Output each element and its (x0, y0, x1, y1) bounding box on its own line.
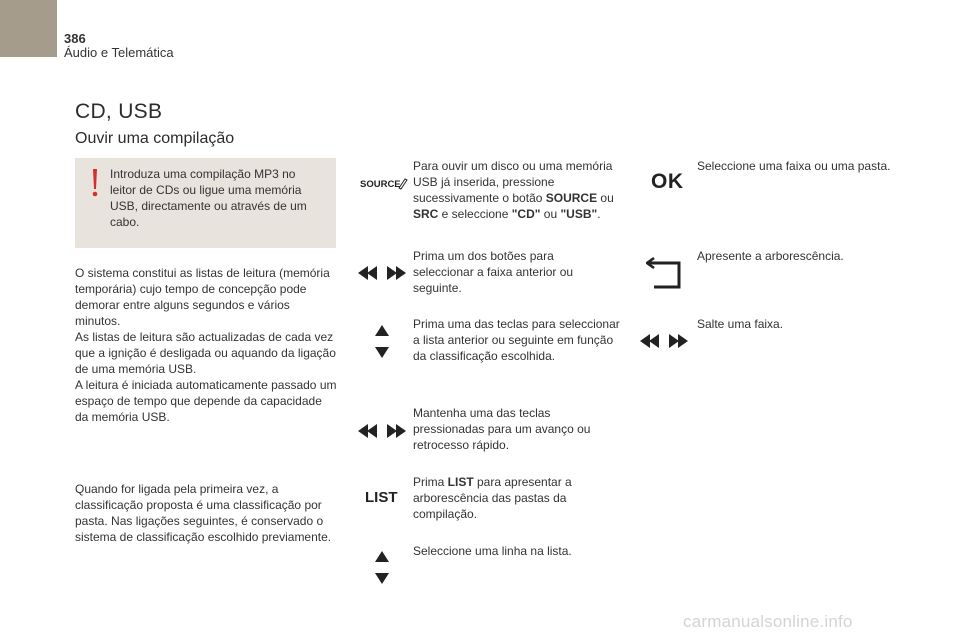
exclamation-icon (88, 167, 102, 199)
footer-watermark: carmanualsonline.info (683, 612, 853, 631)
instruction-show-tree: Apresente a arborescência. (697, 249, 844, 263)
page-number: 386 (64, 31, 86, 46)
instruction-list: Prima LIST para apresentar a arborescência das pastas da compilação. (413, 475, 572, 521)
list-button-icon: LIST (365, 489, 398, 506)
paragraph-playlists: O sistema constitui as listas de leitura (memória temporária) cujo tempo de concepção pode demorar entre alguns segundos e vários minutos. As listas de leitura são actualizadas de cada vez que a ignição é desligada ou aquando da ligação de uma memória USB. A leitura é iniciada automaticamente passado um espaço de tempo que depende da capacidade da memória USB. (75, 266, 337, 424)
instruction-source: Para ouvir um disco ou uma memória USB já inserida, pressione sucessivamente o botão SOURCE ou SRC e seleccione "CD" ou "USB". (413, 159, 614, 221)
up-down-arrows-icon (375, 325, 389, 359)
back-arrow-icon (646, 254, 684, 290)
skip-buttons-icon (358, 265, 406, 281)
warning-text: Introduza uma compilação MP3 no leitor de CDs ou ligue uma memória USB, directamente ou através de um cabo. (110, 167, 307, 229)
source-icon-label: SOURCE (360, 179, 401, 190)
source-button-icon (360, 176, 408, 190)
instruction-fast-forward: Mantenha uma das teclas pressionadas para um avanço ou retrocesso rápido. (413, 406, 591, 452)
skip-buttons-icon (358, 423, 406, 439)
section-title: Áudio e Telemática (64, 45, 174, 60)
instruction-skip-one-track: Salte uma faixa. (697, 317, 784, 331)
skip-buttons-icon (640, 333, 688, 349)
paragraph-classification: Quando for ligada pela primeira vez, a classificação proposta é uma classificação por pasta. Nas ligações seguintes, é conservado o sistema de classificação escolhido previamente. (75, 482, 332, 544)
instruction-skip-track: Prima um dos botões para seleccionar a faixa anterior ou seguinte. (413, 249, 574, 295)
instruction-select-track-folder: Seleccione uma faixa ou uma pasta. (697, 159, 891, 173)
instruction-select-line: Seleccione uma linha na lista. (413, 544, 572, 558)
page-corner-tab (0, 0, 57, 57)
page-title: CD, USB (75, 100, 163, 123)
up-down-arrows-icon (375, 551, 389, 585)
ok-button-icon: OK (651, 170, 684, 193)
instruction-select-list: Prima uma das teclas para seleccionar a lista anterior ou seguinte em função da classificação escolhida. (413, 317, 620, 363)
page-subtitle: Ouvir uma compilação (75, 130, 235, 147)
